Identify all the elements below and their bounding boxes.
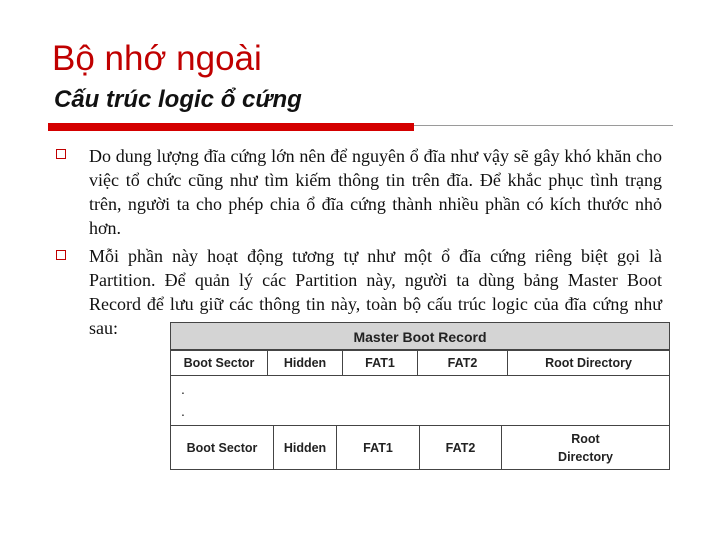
- ellipsis-dot: .: [181, 403, 185, 419]
- partition-row: [171, 351, 669, 376]
- bullet-paragraph-2: Mỗi phần này hoạt động tương tự như một ổ đĩa cứng riêng biệt gọi là Partition. Để quản lý các Partition này, người ta dùng bảng Master Boot Record để lưu giữ các thông tin này, toàn bộ cấu trúc logic của đĩa cứng như sau:: [89, 246, 662, 338]
- cell-boot-sector: Boot Sector: [171, 426, 274, 469]
- cell-hidden: Hidden: [274, 426, 337, 469]
- bullet-square-icon: [56, 149, 66, 159]
- cell-hidden: Hidden: [268, 351, 343, 375]
- bullet-square-icon: [56, 250, 66, 260]
- cell-fat1: FAT1: [343, 351, 418, 375]
- slide-title: Bộ nhớ ngoài: [52, 39, 262, 78]
- slide-subtitle: Cấu trúc logic ổ cứng: [54, 86, 302, 113]
- cell-fat2: FAT2: [420, 426, 502, 469]
- ellipsis-dot: .: [181, 381, 185, 397]
- cell-root-directory: Root Directory: [558, 431, 613, 464]
- cell-fat1: FAT1: [337, 426, 420, 469]
- accent-bar: [48, 123, 414, 131]
- mbr-structure-figure: [170, 322, 670, 470]
- bullet-paragraph-1: Do dung lượng đĩa cứng lớn nên để nguyên ổ đĩa như vậy sẽ gây khó khăn cho việc tổ chức cũng như tìm kiếm thông tin trên đĩa. Để khắc phục tình trạng trên, người ta cho phép chia ổ đĩa cứng thành nhiều phần có kích thước nhỏ hơn.: [89, 146, 662, 238]
- cell-fat2: FAT2: [418, 351, 508, 375]
- mbr-header: Master Boot Record: [171, 323, 669, 351]
- cell-boot-sector: Boot Sector: [171, 351, 268, 375]
- partition-row: [171, 425, 669, 469]
- cell-root-directory: Root Directory: [545, 356, 632, 370]
